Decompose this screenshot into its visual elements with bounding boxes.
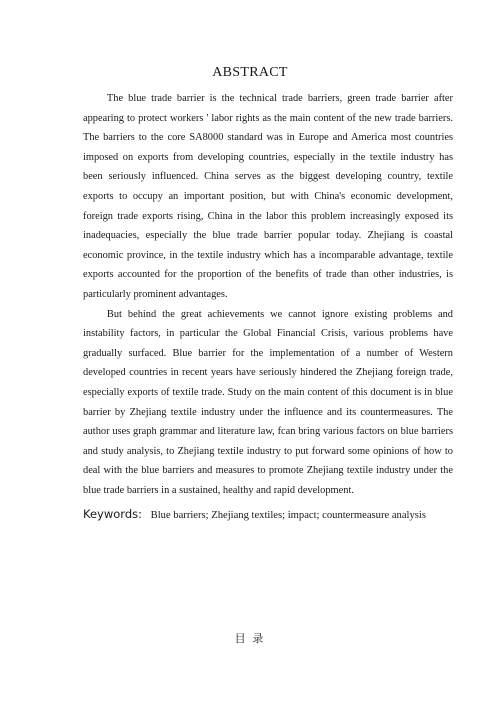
abstract-title: ABSTRACT: [212, 65, 288, 80]
abstract-paragraph-1: The blue trade barrier is the technical trade barriers, green trade barrier after appearing to protect workers ' labor rights as the main content of the new trade barriers. The barriers to the core SA8000 standard was in Europe and America most countries imposed on exports from developing countries, especially in the textile industry has been seriously influenced. China serves as the biggest developing country, textile exports to occupy an important position, but with China's economic development, foreign trade exports rising, China in the labor this problem increasingly exposed its inadequacies, especially the blue trade barrier popular today. Zhejiang is coastal economic province, in the textile industry which has a incomparable advantage, textile exports accounted for the proportion of the benefits of trade than other industries, is particularly prominent advantages.: [83, 93, 453, 300]
keywords-text: Blue barriers; Zhejiang textiles; impact; countermeasure analysis: [150, 510, 426, 521]
keywords-label: Keywords:: [83, 507, 142, 521]
abstract-paragraph-2: But behind the great achievements we cannot ignore existing problems and instability factors, in particular the Global Financial Crisis, various problems have gradually surfaced. Blue barrier for the implementation of a number of Western developed countries in recent years have seriously hindered the Zhejiang foreign trade, especially exports of textile trade. Study on the main content of this document is in blue barrier by Zhejiang textile industry under the influence and its countermeasures. The author uses graph grammar and literature law, fcan bring various factors on blue barriers and study analysis, to Zhejiang textile industry to put forward some opinions of how to deal with the blue barriers and measures to promote Zhejiang textile industry under the blue trade barriers in a sustained, healthy and rapid development.: [83, 308, 453, 496]
abstract-body: [83, 89, 453, 500]
keywords-line: [83, 506, 463, 524]
toc-title: 目 录: [234, 633, 266, 645]
